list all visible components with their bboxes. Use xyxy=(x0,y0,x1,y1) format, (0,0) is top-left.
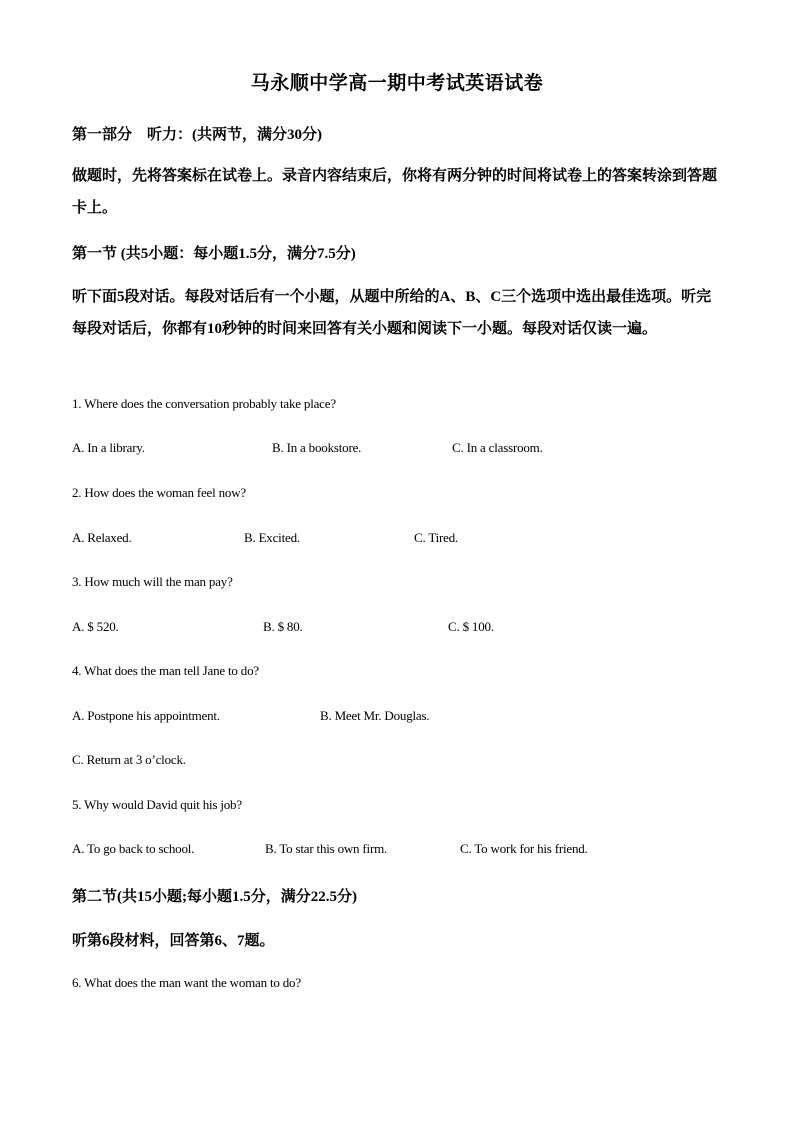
q5-option-a: A. To go back to school. xyxy=(72,841,195,856)
q5-option-c: C. To work for his friend. xyxy=(460,841,588,856)
q4-option-c: C. Return at 3 o’clock. xyxy=(72,752,186,767)
q4-option-b: B. Meet Mr. Douglas. xyxy=(320,708,430,723)
part1-heading: 第一部分 听力：(共两节，满分30分) xyxy=(72,127,322,143)
q2-option-b: B. Excited. xyxy=(244,530,300,545)
section1-heading: 第一节 (共5小题：每小题1.5分，满分7.5分) xyxy=(72,246,356,262)
q2-option-a: A. Relaxed. xyxy=(72,530,132,545)
question-1: 1. Where does the conversation probably take place? xyxy=(72,396,336,411)
q3-option-a: A. $ 520. xyxy=(72,619,119,634)
q5-option-b: B. To star this own firm. xyxy=(265,841,388,856)
question-2: 2. How does the woman feel now? xyxy=(72,485,246,500)
section1-instructions: 听下面5段对话。每段对话后有一个小题，从题中所给的A、B、C三个选项中选出最佳选项。听完每段对话后，你都有10秒钟的时间来回答有关小题和阅读下一小题。每段对话仅读一遍。 xyxy=(72,289,712,337)
section2-heading: 第二节(共15小题;每小题1.5分，满分22.5分) xyxy=(72,889,357,905)
q1-option-b: B. In a bookstore. xyxy=(272,440,362,455)
question-4: 4. What does the man tell Jane to do? xyxy=(72,663,259,678)
q4-option-a: A. Postpone his appointment. xyxy=(72,708,220,723)
q3-option-b: B. $ 80. xyxy=(263,619,303,634)
q1-option-c: C. In a classroom. xyxy=(452,440,543,455)
page-title: 马永顺中学高一期中考试英语试卷 xyxy=(250,73,544,94)
question-6: 6. What does the man want the woman to do? xyxy=(72,975,301,990)
question-3: 3. How much will the man pay? xyxy=(72,574,233,589)
q3-option-c: C. $ 100. xyxy=(448,619,494,634)
instructions: 做题时，先将答案标在试卷上。录音内容结束后，你将有两分钟的时间将试卷上的答案转涂到答题卡上。 xyxy=(72,168,718,216)
q1-option-a: A. In a library. xyxy=(72,440,145,455)
q2-option-c: C. Tired. xyxy=(414,530,459,545)
section2-subheading: 听第6段材料，回答第6、7题。 xyxy=(72,933,275,949)
question-5: 5. Why would David quit his job? xyxy=(72,797,242,812)
